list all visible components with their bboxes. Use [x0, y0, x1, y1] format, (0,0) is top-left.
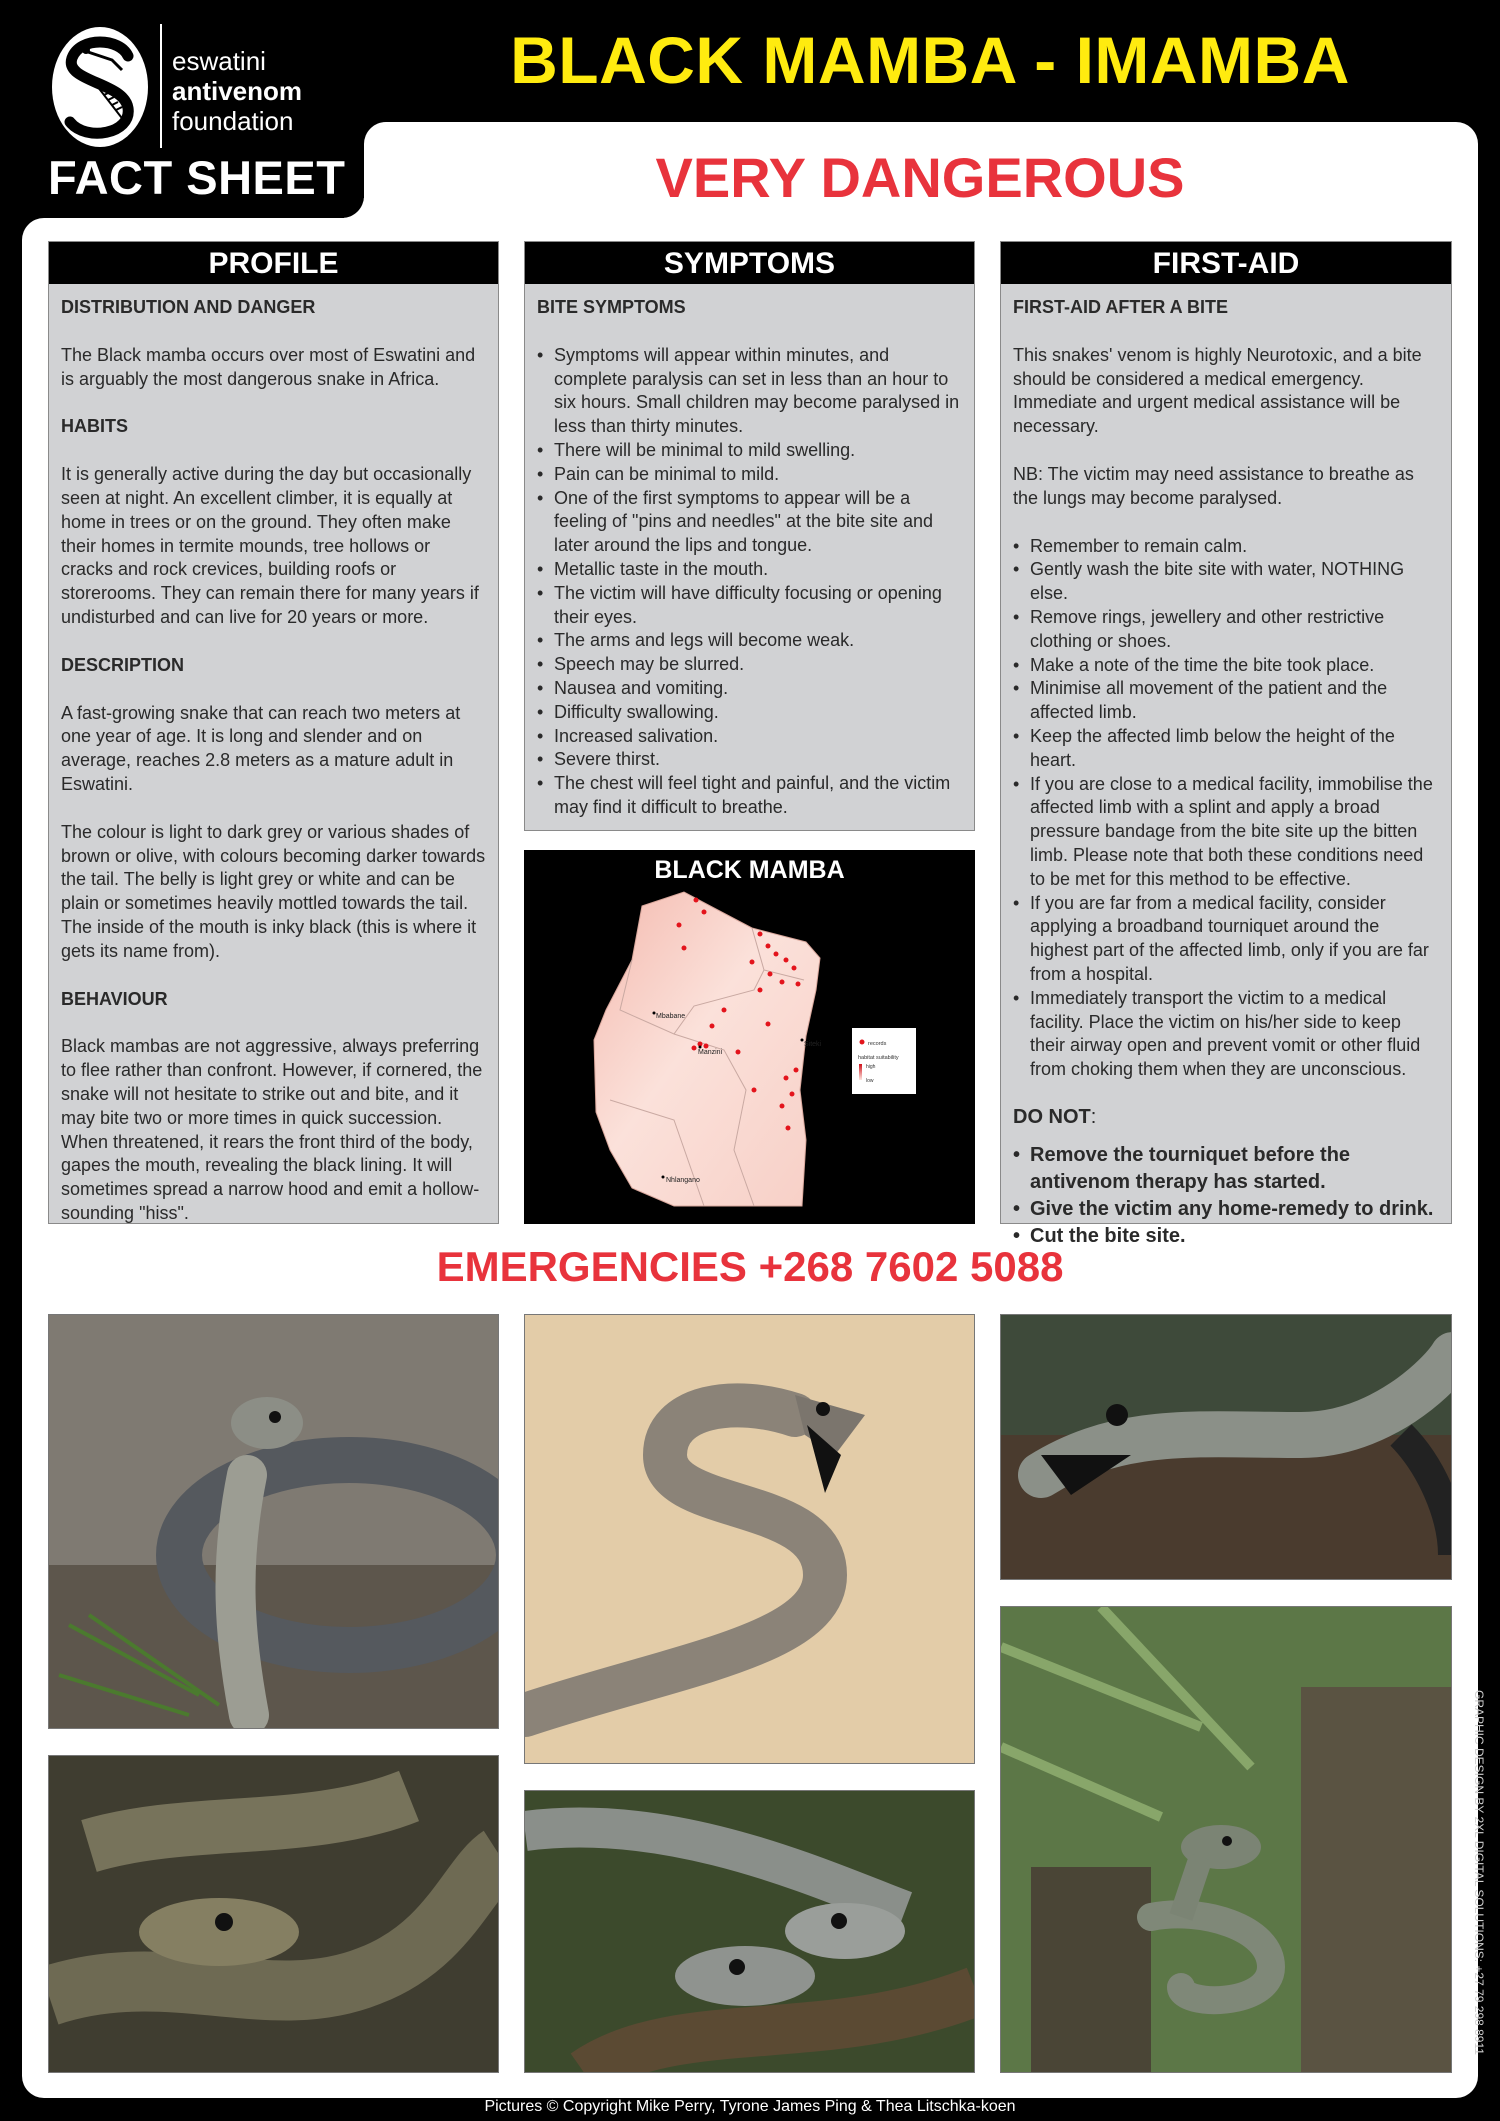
snake-logo-icon — [50, 26, 150, 148]
symptom-item: • Increased salivation. — [537, 725, 962, 749]
first-aid-intro: This snakes' venom is highly Neurotoxic, and a bite should be considered a medical emergency. Immediate and urgent medical assistance will be necessary. — [1013, 344, 1422, 437]
logo-divider — [160, 24, 162, 148]
foundation-logo — [46, 22, 346, 152]
symptom-item: • Nausea and vomiting. — [537, 677, 962, 701]
map-title: BLACK MAMBA — [654, 856, 845, 884]
map-legend — [852, 1028, 916, 1094]
first-aid-subheading: FIRST-AID AFTER A BITE — [1013, 297, 1228, 317]
design-credit-text: GRAPHIC DESIGN BY 2XL DIGITAL SOLUTIONS: +27 79 298 8911 — [1472, 1690, 1486, 2055]
symptoms-list — [537, 344, 962, 820]
first-aid-item: • If you are close to a medical facility, immobilise the affected limb with a splint and apply a broad pressure bandage from the bite site up the bitten limb. Please note that both these conditions need to be met for this method to be effective. — [1013, 773, 1439, 892]
first-aid-list — [1013, 535, 1439, 1082]
symptom-item: • Severe thirst. — [537, 748, 962, 772]
profile-column — [48, 241, 499, 1224]
symptom-item: • There will be minimal to mild swelling. — [537, 439, 962, 463]
snake-photo-coiled — [48, 1755, 499, 2073]
description-heading: DESCRIPTION — [61, 654, 185, 675]
legend-suitability-label: habitat suitability — [858, 1055, 899, 1061]
snake-photo-pair — [524, 1790, 975, 2073]
foundation-name — [172, 46, 302, 136]
first-aid-note: NB: The victim may need assistance to breathe as the lungs may become paralysed. — [1013, 463, 1414, 508]
symptom-item: • The victim will have difficulty focusing or opening their eyes. — [537, 582, 962, 630]
snake-photo-rearing — [48, 1314, 499, 1729]
eswatini-map-image — [524, 850, 975, 1224]
symptom-item: • One of the first symptoms to appear will be a feeling of "pins and needles" at the bite site and later around the lips and tongue. — [537, 487, 962, 558]
foundation-name-line2: antivenom — [172, 76, 303, 106]
snake-photo-open-mouth — [1000, 1314, 1452, 1580]
do-not-heading — [1013, 1106, 1439, 1130]
distribution-heading: DISTRIBUTION AND DANGER — [61, 297, 316, 317]
map-town-nhlangano: Nhlangano — [666, 1177, 700, 1184]
distribution-text: The Black mamba occurs over most of Eswatini and is arguably the most dangerous snake in Africa. — [61, 344, 476, 389]
danger-level: VERY DANGEROUS — [655, 146, 1185, 209]
first-aid-item: • Immediately transport the victim to a medical facility. Place the victim on his/her side to keep their airway open and prevent vomit or other fluid from choking them when they are unconscious. — [1013, 987, 1439, 1082]
first-aid-item: • Make a note of the time the bite took place. — [1013, 654, 1439, 678]
do-not-item: • Cut the bite site. — [1013, 1223, 1439, 1250]
page-title: BLACK MAMBA - IMAMBA — [510, 23, 1350, 97]
bite-symptoms-heading: BITE SYMPTOMS — [537, 297, 686, 317]
foundation-name-line1: eswatini — [172, 46, 266, 76]
do-not-list — [1013, 1142, 1439, 1250]
emergency-number: EMERGENCIES +268 7602 5088 — [436, 1243, 1064, 1290]
behaviour-heading: BEHAVIOUR — [61, 988, 168, 1009]
description-text-1: A fast-growing snake that can reach two meters at one year of age. It is long and slender and on average, reaches 2.8 meters as a mature adult in Eswatini. — [61, 702, 461, 794]
first-aid-heading: FIRST-AID — [1001, 242, 1451, 284]
symptoms-column — [524, 241, 975, 831]
do-not-label: DO NOT — [1013, 1105, 1091, 1128]
first-aid-column — [1000, 241, 1452, 1247]
symptom-item: • Speech may be slurred. — [537, 653, 962, 677]
legend-high-label: high — [866, 1064, 876, 1070]
legend-records-label: records — [868, 1041, 887, 1047]
do-not-item: • Give the victim any home-remedy to drink. — [1013, 1196, 1439, 1223]
map-town-manzini: Manzini — [698, 1049, 723, 1056]
photo-credit: Pictures © Copyright Mike Perry, Tyrone James Ping & Thea Litschka-koen — [484, 2098, 1016, 2115]
do-not-item: • Remove the tourniquet before the antivenom therapy has started. — [1013, 1142, 1439, 1196]
symptom-item: • Metallic taste in the mouth. — [537, 558, 962, 582]
do-not-colon: : — [1090, 1105, 1097, 1128]
symptom-item: • The chest will feel tight and painful, and the victim may find it difficult to breathe. — [537, 772, 962, 820]
symptom-item: • Pain can be minimal to mild. — [537, 463, 962, 487]
foundation-name-line3: foundation — [172, 106, 294, 136]
description-text-2: The colour is light to dark grey or various shades of brown or olive, with colours becoming darker towards the tail. The belly is light grey or white and can be plain or sometimes heavily mottled towards the tail. The inside of the mouth is inky black (this is where it gets its name from). — [61, 821, 486, 961]
first-aid-item: • Remember to remain calm. — [1013, 535, 1439, 559]
first-aid-item: • Minimise all movement of the patient and the affected limb. — [1013, 677, 1439, 725]
first-aid-item: • Keep the affected limb below the height of the heart. — [1013, 725, 1439, 773]
habits-text: It is generally active during the day but occasionally seen at night. An excellent climber, it is equally at home in trees or on the ground. They often make their homes in termite mounds, tree hollows or cracks and rock crevices, building roofs or storerooms. They can remain there for many years if undisturbed and can live for 20 years or more. — [61, 464, 479, 627]
fact-sheet-label: FACT SHEET — [48, 151, 346, 204]
distribution-map — [524, 850, 975, 1224]
map-town-siteki: Siteki — [804, 1041, 822, 1048]
first-aid-item: • If you are far from a medical facility, consider applying a broadband tourniquet around the highest part of the affected limb, only if you are far from a hospital. — [1013, 892, 1439, 987]
snake-photo-tree — [1000, 1606, 1452, 2073]
behaviour-text: Black mambas are not aggressive, always preferring to flee rather than confront. However, if cornered, the snake will not hesitate to strike out and bite, and it may bite two or more times in quick succession. When threatened, it rears the front third of the body, gapes the mouth, revealing the black lining. It will sometimes spread a narrow hood and emit a hollow-sounding "hiss". — [61, 1036, 483, 1223]
symptoms-heading: SYMPTOMS — [525, 242, 974, 284]
symptom-item: • Difficulty swallowing. — [537, 701, 962, 725]
snake-photo-gaping — [524, 1314, 975, 1764]
first-aid-item: • Gently wash the bite site with water, NOTHING else. — [1013, 558, 1439, 606]
habits-heading: HABITS — [61, 416, 128, 437]
symptom-item: • The arms and legs will become weak. — [537, 629, 962, 653]
symptom-item: • Symptoms will appear within minutes, and complete paralysis can set in less than an hour to six hours. Small children may become paralysed in less than thirty minutes. — [537, 344, 962, 439]
legend-low-label: low — [866, 1078, 874, 1084]
profile-heading: PROFILE — [49, 242, 498, 284]
first-aid-item: • Remove rings, jewellery and other restrictive clothing or shoes. — [1013, 606, 1439, 654]
map-town-mbabane: Mbabane — [656, 1013, 686, 1020]
